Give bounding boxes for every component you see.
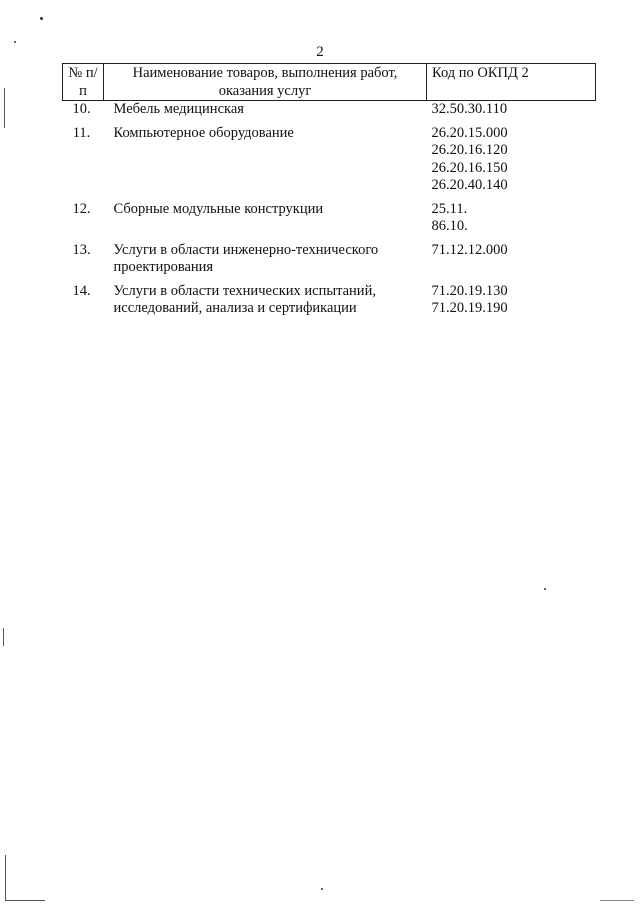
row-code: 86.10.: [431, 218, 468, 234]
row-name: Компьютерное оборудование: [113, 124, 294, 141]
row-codes: [427, 125, 596, 201]
row-num: 13.: [72, 241, 91, 258]
row-name: Услуги в области инженерно-технического проектирования: [113, 241, 379, 275]
table-header: [63, 64, 596, 101]
row-code: 71.12.12.000: [431, 241, 508, 258]
row-code: 32.50.30.110: [431, 101, 508, 117]
row-codes: [427, 242, 596, 283]
row-num: 14.: [72, 282, 91, 299]
scan-edge-mark: [3, 628, 4, 646]
table-row: [63, 242, 596, 283]
okpd-table: [62, 63, 596, 324]
table-header-row: [63, 64, 596, 101]
row-code: 26.20.40.140: [431, 177, 508, 193]
row-name: Сборные модульные конструкции: [113, 200, 324, 217]
header-code: Код по ОКПД 2: [427, 64, 596, 101]
table-row: [63, 283, 596, 324]
table-row: [63, 125, 596, 201]
page-number: 2: [316, 44, 324, 60]
row-code: 26.20.15.000: [431, 124, 508, 141]
row-code: 25.11.: [431, 200, 468, 217]
row-num: 11.: [72, 124, 91, 141]
row-codes: [427, 201, 596, 242]
row-codes: [427, 283, 596, 324]
table-row: [63, 101, 596, 125]
header-num: № п/п: [63, 64, 104, 101]
row-code: 26.20.16.150: [431, 159, 508, 176]
table-body: [63, 101, 596, 324]
row-num: 12.: [72, 200, 91, 217]
row-num: 10.: [72, 101, 91, 117]
row-name: Мебель медицинская: [113, 101, 244, 117]
scan-speck: [544, 588, 546, 590]
table-row: [63, 201, 596, 242]
row-codes: [427, 101, 596, 125]
scan-edge-mark: [5, 900, 45, 901]
row-code: 71.20.19.130: [431, 282, 508, 299]
row-code: 71.20.19.190: [431, 300, 508, 316]
row-name: Услуги в области технических испытаний, исследований, анализа и сертификации: [113, 282, 376, 316]
scan-edge-mark: [600, 900, 634, 901]
scan-edge-mark: [5, 855, 6, 901]
row-code: 26.20.16.120: [431, 142, 508, 158]
header-name: Наименование товаров, выполнения работ, оказания услуг: [104, 64, 427, 101]
scan-speck: [40, 17, 43, 20]
scan-edge-mark: [4, 88, 5, 128]
scan-speck: [321, 888, 323, 890]
scan-speck: [14, 41, 16, 43]
